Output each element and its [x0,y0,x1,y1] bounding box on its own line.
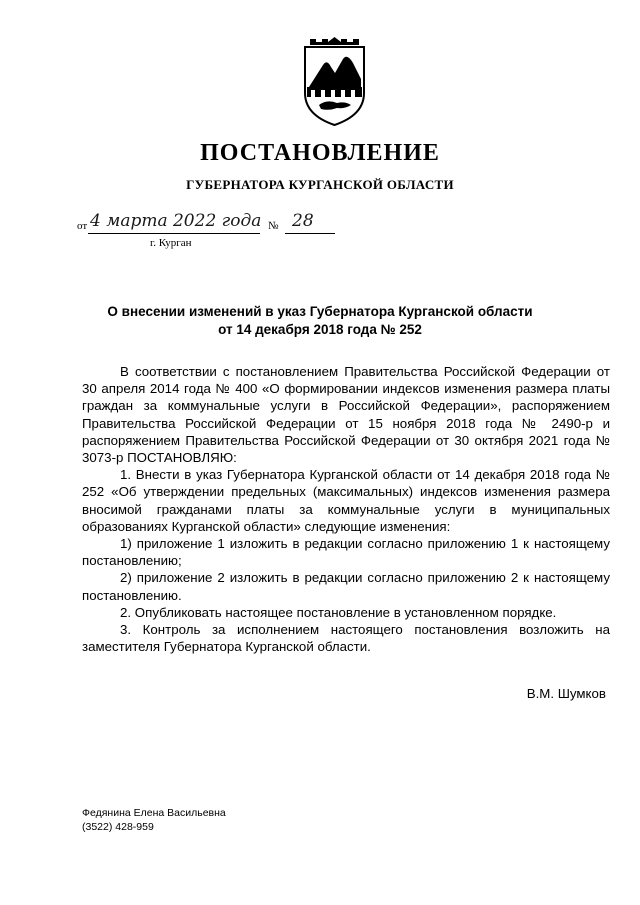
number-underline [285,233,335,234]
kurgan-coat-of-arms-icon [297,35,372,127]
contact-block [82,806,226,834]
city-label: г. Курган [150,237,192,249]
item-1-paragraph: 1. Внести в указ Губернатора Курганской области от 14 декабря 2018 года № 252 «Об утверждении предельных (максимальных) индексов изменения размера вносимой гражданами платы за коммунальные услуги в муниципальных образованиях Курганской области» следующие изменения: [82,467,610,534]
item-1-1-paragraph: 1) приложение 1 изложить в редакции согласно приложению 1 к настоящему постановлению; [82,536,610,569]
handwritten-date: 4 марта 2022 года [90,211,262,231]
contact-name: Федянина Елена Васильевна [82,807,226,819]
contact-phone: (3522) 428-959 [82,821,154,833]
heading-line-1: О внесении изменений в указ Губернатора Курганской области [107,304,533,319]
document-heading [0,303,640,339]
number-label: № [268,220,279,232]
item-2-paragraph: 2. Опубликовать настоящее постановление в установленном порядке. [120,604,557,620]
signer-name: В.М. Шумков [526,686,606,701]
heading-line-2: от 14 декабря 2018 года № 252 [218,322,422,337]
document-body [82,363,610,655]
handwritten-number: 28 [292,211,314,231]
date-underline [88,233,260,234]
issuer-title: ГУБЕРНАТОРА КУРГАНСКОЙ ОБЛАСТИ [186,177,454,192]
preamble-paragraph: В соответствии с постановлением Правительства Российской Федерации от 30 апреля 2014 года № 400 «О формировании индексов изменения размера платы граждан за коммунальные услуги в Российской Федерации», распоряжением Правительства Российской Федерации от 15 ноября 2018 года № 2490-р и распоряжением Правительства Российской Федерации от 30 октября 2021 года № 3073-р ПОСТАНОВЛЯЮ: [82,364,610,466]
item-1-2-paragraph: 2) приложение 2 изложить в редакции согласно приложению 2 к настоящему постановлению. [82,570,610,603]
item-3-paragraph: 3. Контроль за исполнением настоящего постановления возложить на заместителя Губернатора Курганской области. [82,622,610,655]
date-from-label: от [77,220,88,232]
document-type-title: ПОСТАНОВЛЕНИЕ [200,140,440,166]
